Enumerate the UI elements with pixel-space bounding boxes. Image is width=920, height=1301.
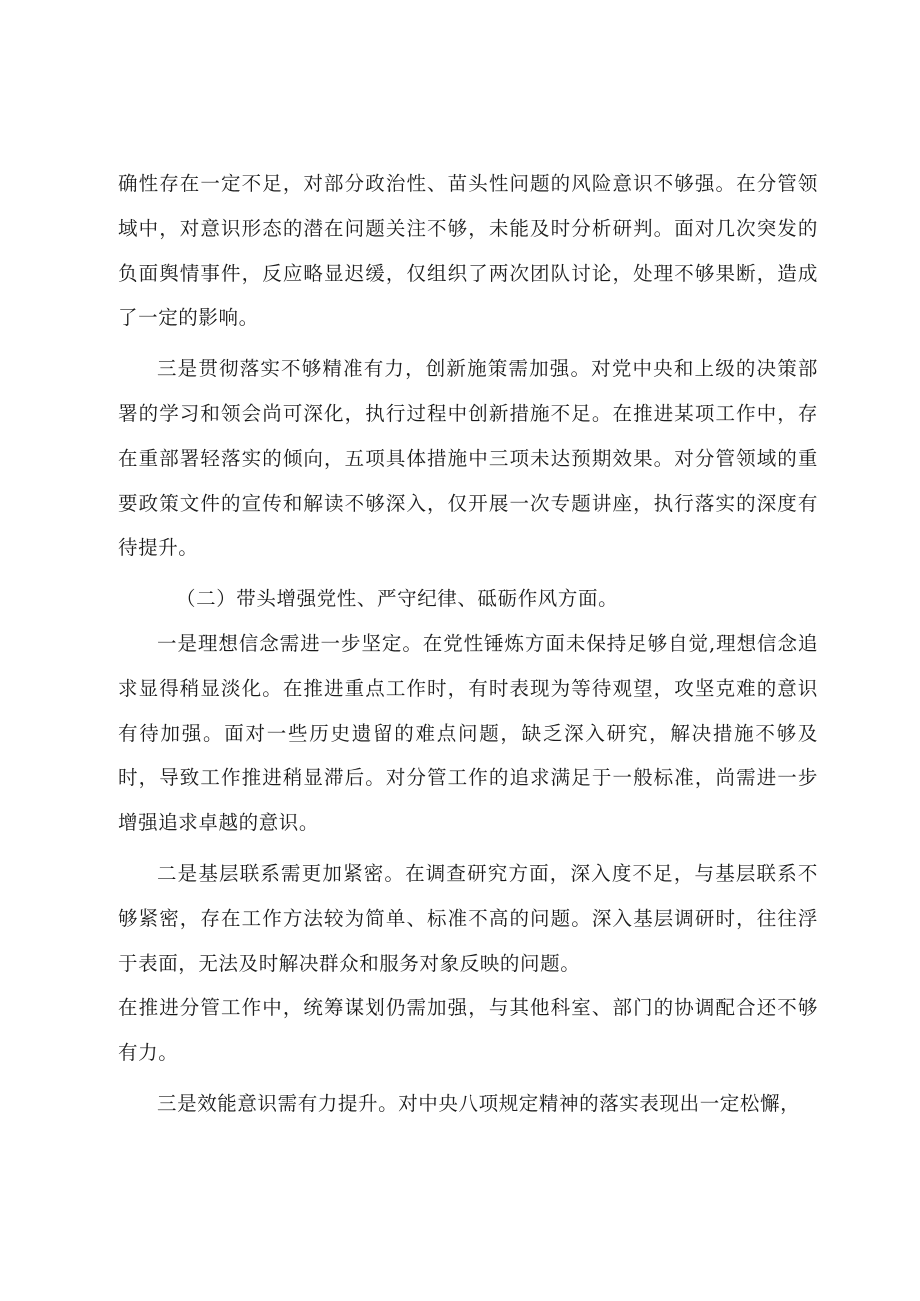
paragraph-coordination: 在推进分管工作中，统筹谋划仍需加强，与其他科室、部门的协调配合还不够有力。 (118, 996, 818, 1065)
paragraph-point-one: 一是理想信念需进一步坚定。在党性锤炼方面未保持足够自觉,理想信念追求显得稍显淡化。在推进重点工作时，有时表现为等待观望，攻坚克难的意识有待加强。面对一些历史遗留的难点问题，缺乏深入研究，解决措施不够及时，导致工作推进稍显滞后。对分管工作的追求满足于一般标准，尚需进一步增强追求卓越的意识。 (118, 631, 818, 835)
document-body (118, 162, 818, 1127)
section-heading-two: （二）带头增强党性、严守纪律、砥砺作风方面。 (176, 587, 619, 611)
paragraph-point-two: 二是基层联系需更加紧密。在调查研究方面，深入度不足，与基层联系不够紧密，存在工作方法较为简单、标准不高的问题。深入基层调研时，往往浮于表面，无法及时解决群众和服务对象反映的问题。 (118, 861, 818, 975)
paragraph-efficiency: 三是效能意识需有力提升。对中央八项规定精神的落实表现出一定松懈， (157, 1091, 801, 1115)
paragraph-point-three: 三是贯彻落实不够精准有力，创新施策需加强。对党中央和上级的决策部署的学习和领会尚可深化，执行过程中创新措施不足。在推进某项工作中，存在重部署轻落实的倾向，五项具体措施中三项未达预期效果。对分管领域的重要政策文件的宣传和解读不够深入，仅开展一次专题讲座，执行落实的深度有待提升。 (118, 357, 818, 560)
paragraph-continuation: 确性存在一定不足，对部分政治性、苗头性问题的风险意识不够强。在分管领域中，对意识形态的潜在问题关注不够，未能及时分析研判。面对几次突发的负面舆情事件，反应略显迟缓，仅组织了两次团队讨论，处理不够果断，造成了一定的影响。 (118, 172, 818, 330)
